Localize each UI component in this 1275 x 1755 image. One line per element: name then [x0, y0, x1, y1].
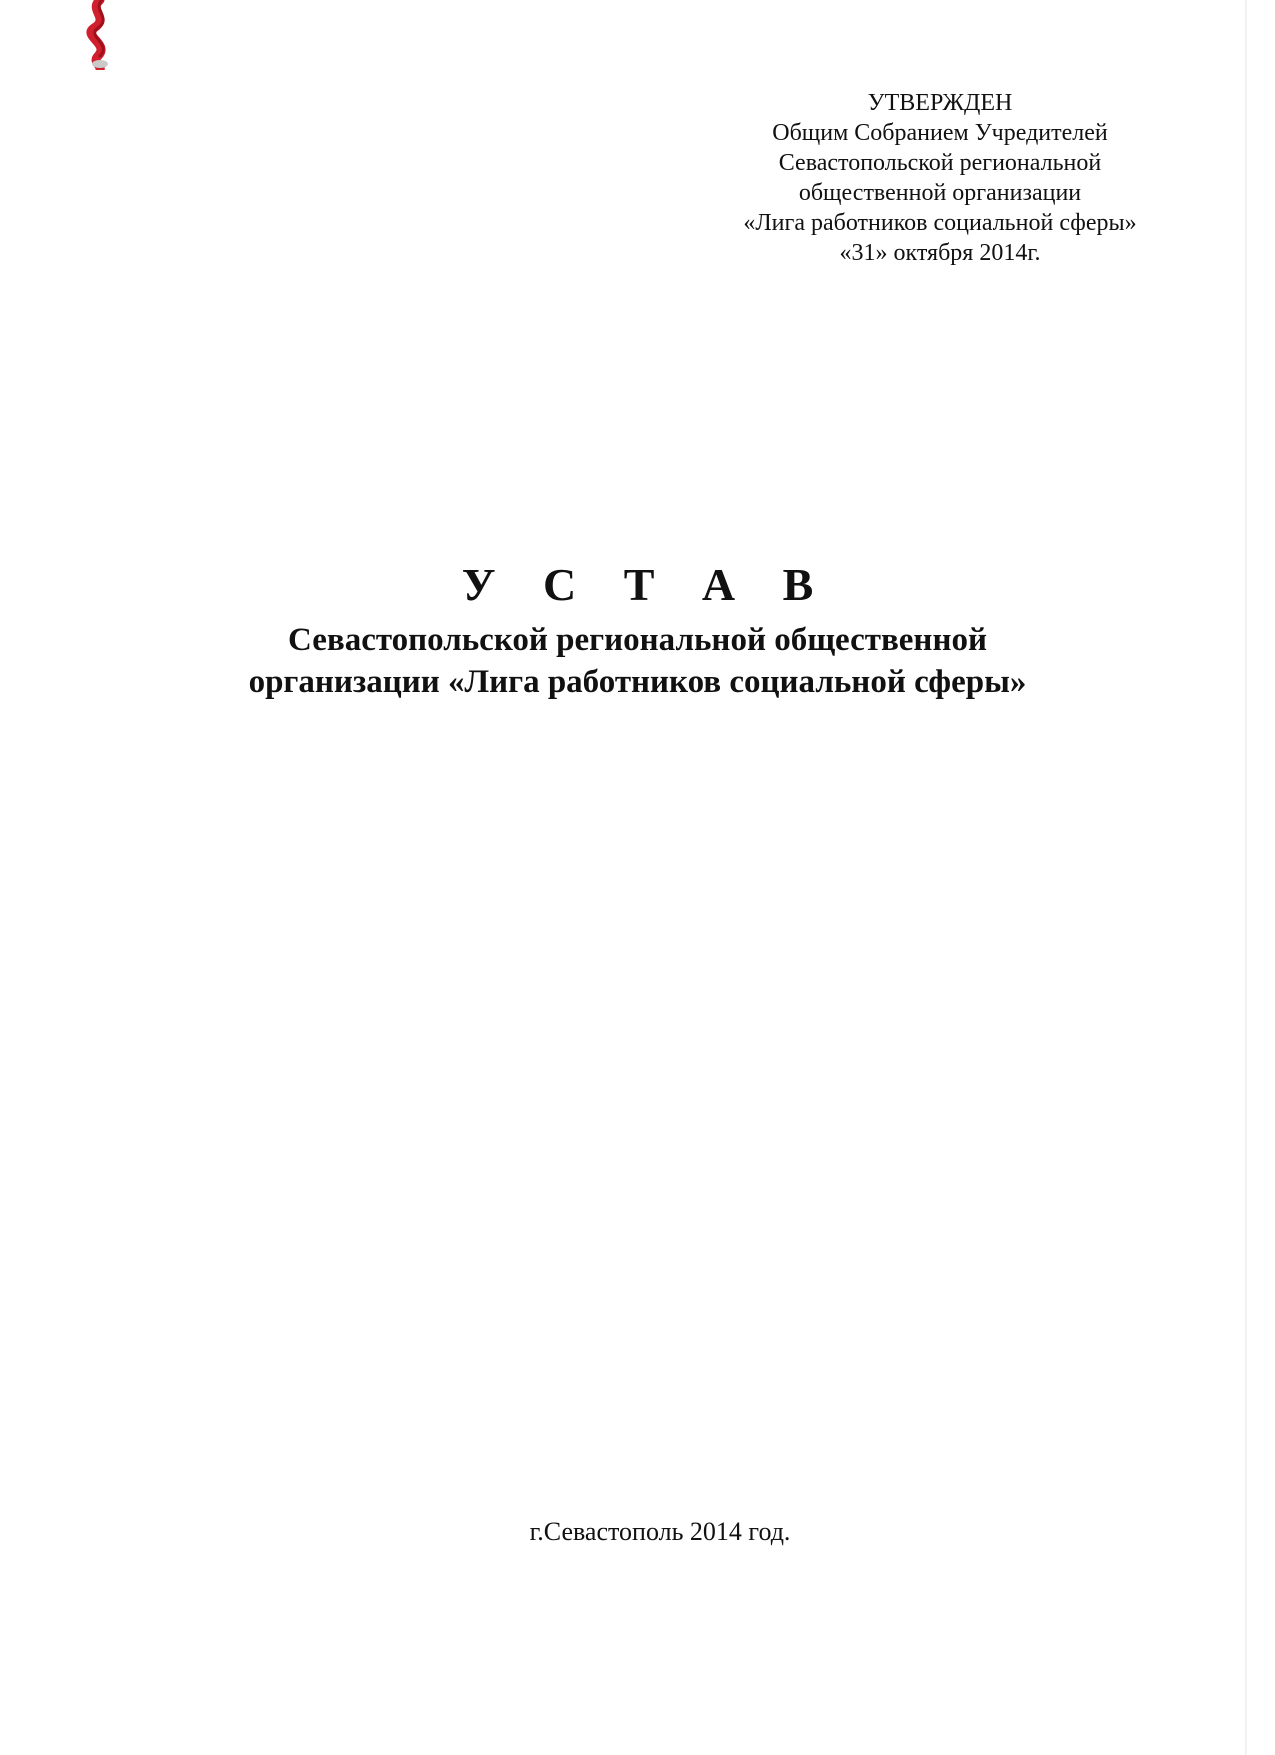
approval-line: Севастопольской региональной	[778, 150, 1102, 176]
approval-block	[700, 88, 1180, 268]
subtitle-line: организации «Лига работников социальной сферы»	[248, 664, 1027, 700]
approval-line: УТВЕРЖДЕН	[867, 90, 1013, 116]
approval-line: «Лига работников социальной сферы»	[743, 210, 1137, 236]
title-block	[0, 555, 1275, 703]
binding-thread-icon	[80, 0, 120, 70]
page-edge	[1245, 0, 1247, 1755]
approval-line: Общим Собранием Учредителей	[772, 120, 1108, 146]
approval-line: общественной организации	[798, 180, 1082, 206]
document-subtitle	[0, 619, 1275, 703]
footer-place-year: г.Севастополь 2014 год.	[529, 1517, 791, 1546]
approval-date: «31» октября 2014г.	[839, 240, 1041, 266]
document-title: У С Т А В	[461, 559, 832, 610]
subtitle-line: Севастопольской региональной общественной	[288, 622, 987, 658]
